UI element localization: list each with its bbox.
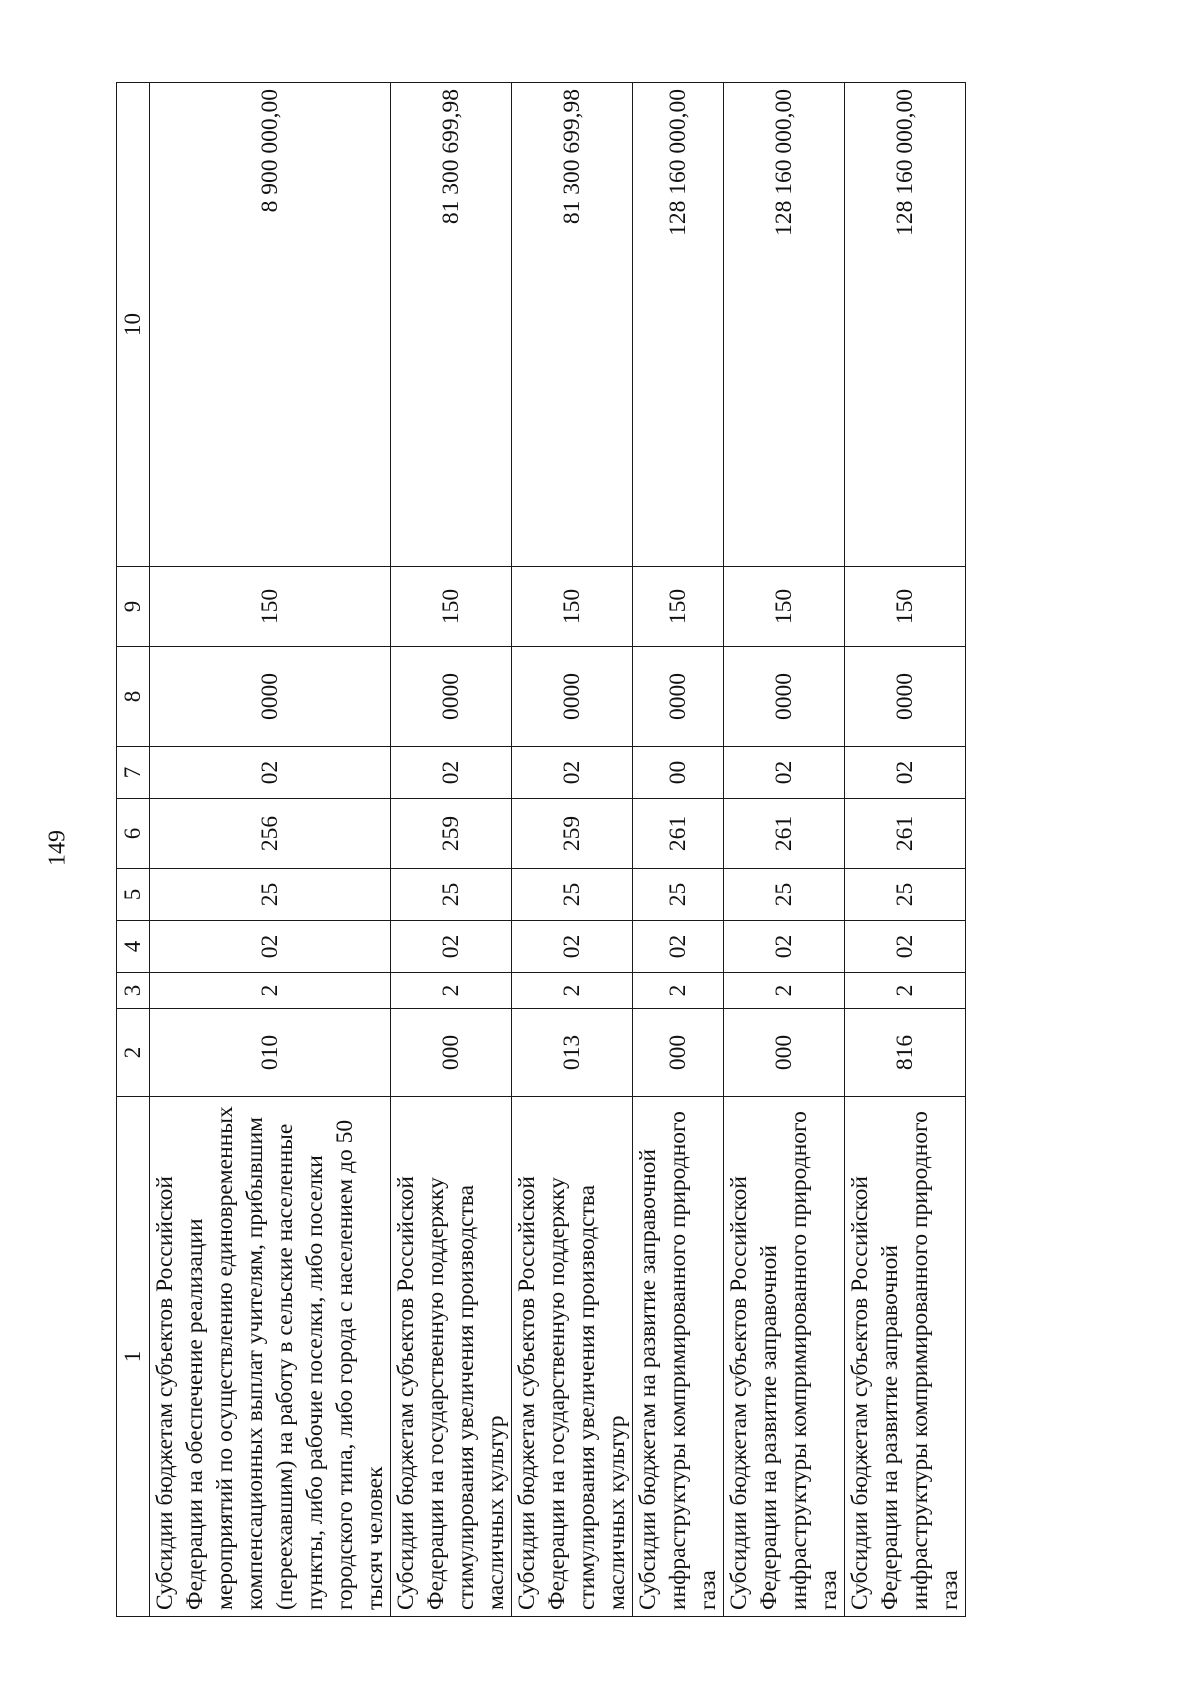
amount-cell: 128 160 000,00	[845, 83, 966, 567]
code-element: 02	[391, 747, 512, 799]
amount-cell: 81 300 699,98	[391, 83, 512, 567]
code-economic: 150	[391, 567, 512, 647]
table-row	[512, 83, 633, 1617]
code-group: 2	[633, 973, 724, 1009]
page-number: 149	[44, 830, 71, 866]
column-header: 2	[117, 1009, 150, 1097]
amount-cell: 8 900 000,00	[150, 83, 391, 567]
column-header: 5	[117, 869, 150, 921]
code-economic: 150	[150, 567, 391, 647]
table-row	[150, 83, 391, 1617]
row-description: Субсидии бюджетам на развитие заправочной инфраструктуры компримированного природного газа	[633, 1097, 724, 1617]
amount-cell: 81 300 699,98	[512, 83, 633, 567]
code-admin: 000	[633, 1009, 724, 1097]
code-article: 25	[391, 869, 512, 921]
row-description: Субсидии бюджетам субъектов Российской Федерации на государственную поддержку стимулирования увеличения производства масличных культур	[512, 1097, 633, 1617]
code-program: 0000	[845, 647, 966, 747]
column-header: 8	[117, 647, 150, 747]
code-subarticle: 261	[845, 799, 966, 869]
code-subgroup: 02	[633, 921, 724, 973]
row-description: Субсидии бюджетам субъектов Российской Федерации на обеспечение реализации мероприятий по осуществлению единовременных компенсационных выплат учителям, прибывшим (переехавшим) на работу в сельские населенные пункты, либо рабочие поселки, либо поселки городского типа, либо города с населением до 50 тысяч человек	[150, 1097, 391, 1617]
code-article: 25	[724, 869, 845, 921]
code-economic: 150	[845, 567, 966, 647]
code-economic: 150	[724, 567, 845, 647]
table-row	[724, 83, 845, 1617]
code-element: 02	[845, 747, 966, 799]
code-group: 2	[150, 973, 391, 1009]
column-header: 1	[117, 1097, 150, 1617]
code-subgroup: 02	[391, 921, 512, 973]
rotated-table-container	[116, 83, 963, 1617]
code-group: 2	[724, 973, 845, 1009]
code-subarticle: 259	[391, 799, 512, 869]
code-economic: 150	[633, 567, 724, 647]
code-admin: 816	[845, 1009, 966, 1097]
column-header: 3	[117, 973, 150, 1009]
column-header: 7	[117, 747, 150, 799]
header-row	[117, 83, 150, 1617]
code-economic: 150	[512, 567, 633, 647]
code-element: 02	[150, 747, 391, 799]
code-subgroup: 02	[512, 921, 633, 973]
column-header: 6	[117, 799, 150, 869]
code-group: 2	[845, 973, 966, 1009]
code-article: 25	[150, 869, 391, 921]
code-element: 00	[633, 747, 724, 799]
code-subarticle: 256	[150, 799, 391, 869]
code-article: 25	[845, 869, 966, 921]
code-admin: 000	[391, 1009, 512, 1097]
table-row	[391, 83, 512, 1617]
code-group: 2	[391, 973, 512, 1009]
code-article: 25	[633, 869, 724, 921]
code-program: 0000	[724, 647, 845, 747]
code-element: 02	[512, 747, 633, 799]
code-admin: 010	[150, 1009, 391, 1097]
code-subgroup: 02	[845, 921, 966, 973]
code-subarticle: 261	[724, 799, 845, 869]
code-program: 0000	[391, 647, 512, 747]
code-subarticle: 261	[633, 799, 724, 869]
code-element: 02	[724, 747, 845, 799]
row-description: Субсидии бюджетам субъектов Российской Федерации на развитие заправочной инфраструктуры компримированного природного газа	[724, 1097, 845, 1617]
code-admin: 013	[512, 1009, 633, 1097]
amount-cell: 128 160 000,00	[633, 83, 724, 567]
code-program: 0000	[512, 647, 633, 747]
table-row	[633, 83, 724, 1617]
code-program: 0000	[633, 647, 724, 747]
column-header: 9	[117, 567, 150, 647]
code-article: 25	[512, 869, 633, 921]
code-program: 0000	[150, 647, 391, 747]
amount-cell: 128 160 000,00	[724, 83, 845, 567]
column-header: 4	[117, 921, 150, 973]
row-description: Субсидии бюджетам субъектов Российской Федерации на государственную поддержку стимулирования увеличения производства масличных культур	[391, 1097, 512, 1617]
column-header: 10	[117, 83, 150, 567]
code-admin: 000	[724, 1009, 845, 1097]
row-description: Субсидии бюджетам субъектов Российской Федерации на развитие заправочной инфраструктуры компримированного природного газа	[845, 1097, 966, 1617]
budget-table	[116, 82, 966, 1617]
code-subgroup: 02	[724, 921, 845, 973]
code-group: 2	[512, 973, 633, 1009]
code-subgroup: 02	[150, 921, 391, 973]
table-row	[845, 83, 966, 1617]
code-subarticle: 259	[512, 799, 633, 869]
